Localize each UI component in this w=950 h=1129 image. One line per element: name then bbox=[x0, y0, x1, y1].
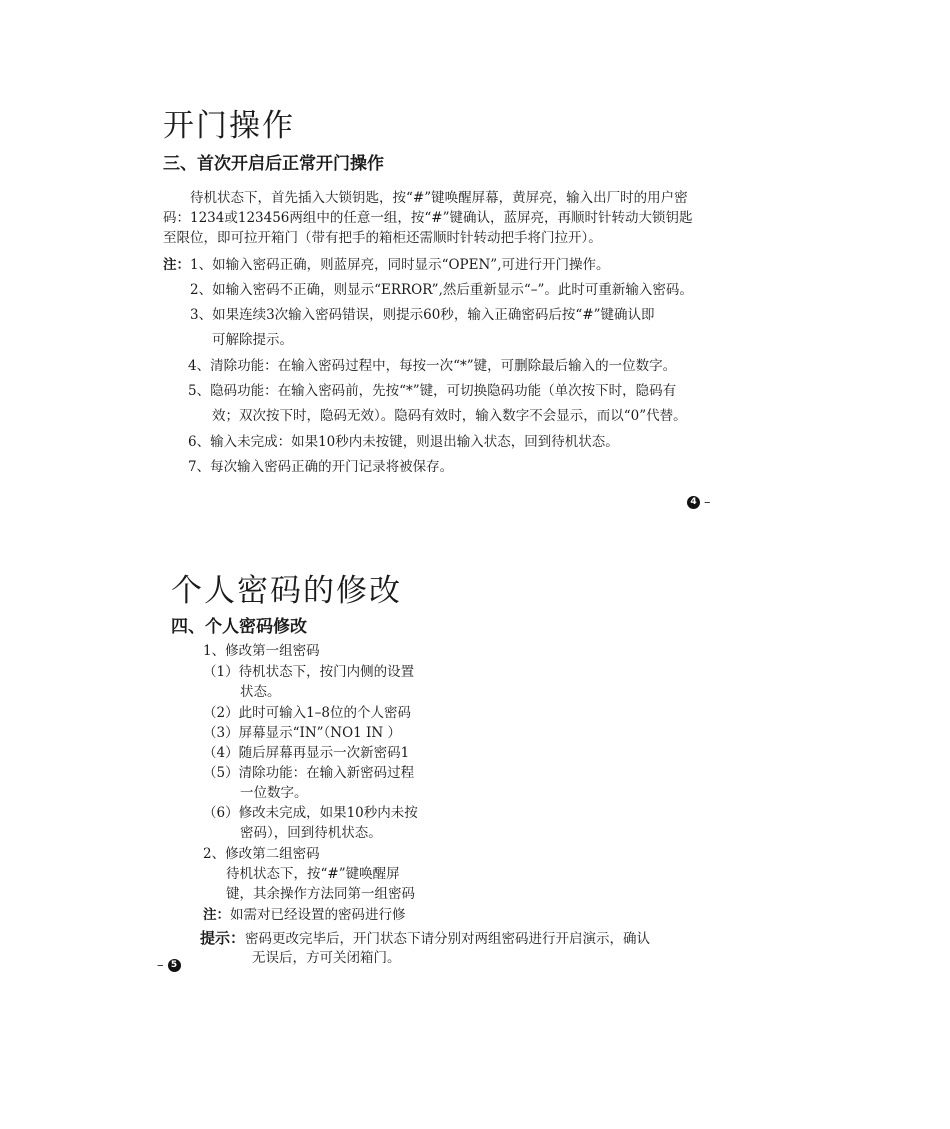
tip-line-1: 密码更改完毕后，开门状态下请分别对两组密码进行开启演示，确认 bbox=[245, 931, 651, 947]
note-item-5: 5、隐码功能：在输入密码前，先按“*”键，可切换隐码功能（单次按下时，隐码有 bbox=[188, 383, 677, 399]
note-item-4: 4、清除功能：在输入密码过程中，每按一次“*”键，可删除最后输入的一位数字。 bbox=[188, 358, 677, 374]
page-dash: – bbox=[704, 495, 711, 510]
note-item-2: 2、如输入密码不正确，则显示“ERROR”,然后重新显示“–”。此时可重新输入密码。 bbox=[190, 282, 693, 298]
note-item-1: 1、如输入密码正确，则蓝屏亮，同时显示“OPEN”,可进行开门操作。 bbox=[190, 257, 610, 273]
bottom-note bbox=[203, 905, 406, 925]
step-1-3: （3）屏幕显示“IN”（NO1 IN ） bbox=[203, 725, 401, 741]
note-item-7: 7、每次输入密码正确的开门记录将被保存。 bbox=[188, 459, 454, 475]
note-item-3-cont: 可解除提示。 bbox=[212, 332, 293, 348]
note-item-3: 3、如果连续3次输入密码错误，则提示60秒，输入正确密码后按“#”键确认即 bbox=[190, 307, 655, 323]
note-item-6: 6、输入未完成：如果10秒内未按键，则退出输入状态，回到待机状态。 bbox=[188, 434, 619, 450]
note-label: 注： bbox=[163, 257, 190, 273]
section-heading-4: 四、个人密码修改 bbox=[171, 617, 307, 637]
tip-label: 提示： bbox=[200, 929, 246, 947]
step-2-heading: 2、修改第二组密码 bbox=[203, 846, 320, 862]
step-2-text-2: 键，其余操作方法同第一组密码 bbox=[226, 886, 415, 902]
step-1-5-cont: 一位数字。 bbox=[240, 785, 308, 801]
step-1-2: （2）此时可输入1–8位的个人密码 bbox=[203, 705, 412, 721]
tip-line-2: 无误后，方可关闭箱门。 bbox=[252, 950, 401, 966]
intro-paragraph: 待机状态下，首先插入大锁钥匙，按“#”键唤醒屏幕，黄屏亮，输入出厂时的用户密码：1234或123456两组中的任意一组，按“#”键确认，蓝屏亮，再顺时针转动大锁钥匙至限位，即可拉开箱门（带有把手的箱柜还需顺时针转动把手将门拉开）。 bbox=[163, 190, 693, 246]
step-1-1-cont: 状态。 bbox=[240, 684, 281, 700]
step-1-heading: 1、修改第一组密码 bbox=[203, 643, 320, 659]
page-number-badge-bottom: 5 bbox=[168, 959, 181, 972]
step-1-6: （6）修改未完成，如果10秒内未按 bbox=[203, 805, 418, 821]
note-item-5-cont: 效；双次按下时，隐码无效）。隐码有效时，输入数字不会显示，而以“0”代替。 bbox=[212, 408, 687, 424]
step-1-6-cont: 密码），回到待机状态。 bbox=[240, 825, 382, 841]
bottom-note-text: 如需对已经设置的密码进行修 bbox=[230, 907, 406, 923]
step-2-text-1: 待机状态下，按“#”键唤醒屏 bbox=[226, 866, 400, 882]
tip-block bbox=[200, 928, 650, 949]
page-number-5 bbox=[157, 958, 181, 973]
bottom-note-label: 注： bbox=[203, 907, 230, 923]
step-1-1: （1）待机状态下，按门内侧的设置 bbox=[203, 664, 415, 680]
step-1-4: （4）随后屏幕再显示一次新密码1 bbox=[203, 745, 410, 761]
step-1-5: （5）清除功能：在输入新密码过程 bbox=[203, 765, 415, 781]
page-title-password-change: 个人密码的修改 bbox=[171, 573, 402, 609]
page-number-4 bbox=[687, 495, 711, 510]
page-title-open-door: 开门操作 bbox=[163, 108, 295, 144]
page-dash-bottom: – bbox=[157, 958, 164, 973]
page-number-badge: 4 bbox=[687, 496, 700, 509]
section-heading-3: 三、首次开启后正常开门操作 bbox=[163, 154, 384, 174]
